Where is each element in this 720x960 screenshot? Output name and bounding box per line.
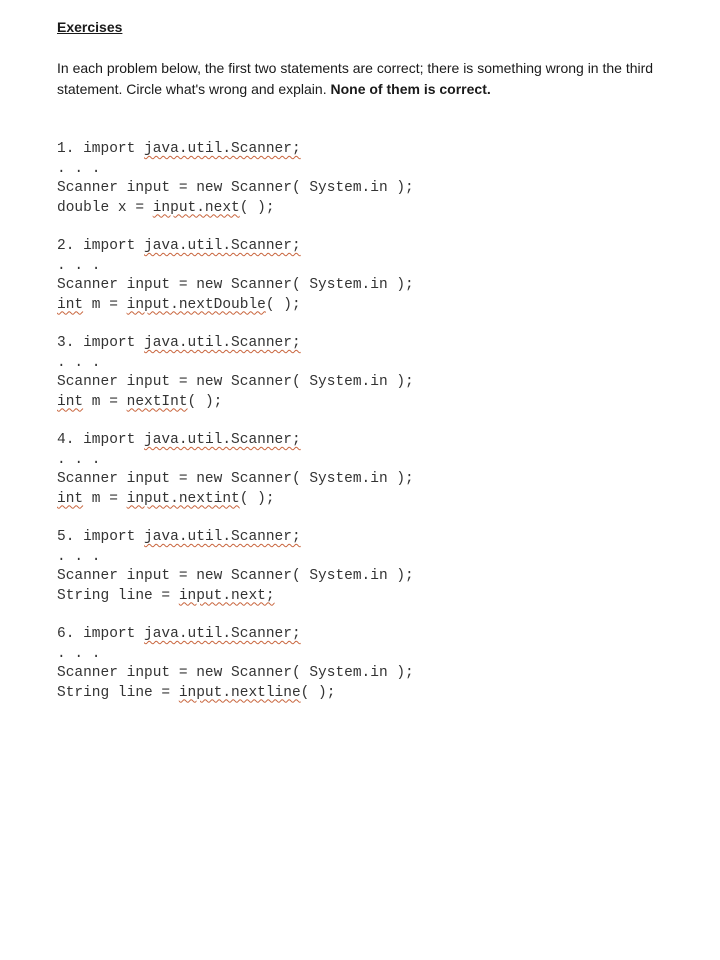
statement-prefix: String line =	[57, 684, 179, 701]
ellipsis-line: . . .	[57, 451, 101, 468]
statement-error: input.nextDouble	[126, 296, 266, 313]
import-keyword: import	[83, 238, 136, 254]
instructions	[57, 58, 707, 100]
scanner-line: Scanner input = new Scanner( System.in );	[57, 665, 414, 681]
problem-3	[57, 334, 707, 412]
import-keyword: import	[83, 529, 136, 545]
import-target: java.util.Scanner;	[144, 141, 301, 157]
statement-prefix: double x =	[57, 199, 153, 216]
document-page	[57, 17, 707, 722]
import-line	[57, 237, 707, 257]
statement-prefix: m =	[83, 490, 127, 507]
ellipsis-line: . . .	[57, 354, 101, 371]
third-statement	[57, 490, 707, 510]
import-target: java.util.Scanner;	[144, 529, 301, 545]
statement-suffix: ( );	[187, 393, 223, 410]
ellipsis-line: . . .	[57, 548, 101, 565]
statement-prefix: m =	[83, 296, 127, 313]
instructions-emphasis: None of them is correct.	[330, 81, 491, 97]
problem-6	[57, 625, 707, 703]
statement-error: input.next;	[178, 587, 275, 604]
statement-suffix: ( );	[239, 199, 275, 216]
ellipsis-line: . . .	[57, 645, 101, 662]
problem-2	[57, 237, 707, 315]
third-statement	[57, 587, 707, 607]
statement-error: input.nextint	[126, 490, 240, 507]
import-target: java.util.Scanner;	[144, 238, 301, 254]
scanner-line: Scanner input = new Scanner( System.in );	[57, 180, 414, 196]
statement-error: input.nextline	[178, 684, 301, 701]
statement-error: nextInt	[126, 393, 188, 410]
problem-5	[57, 528, 707, 606]
statement-prefix: m =	[83, 393, 127, 410]
problem-1	[57, 140, 707, 218]
statement-suffix: ( );	[265, 296, 301, 313]
problem-number: 5.	[57, 529, 75, 545]
scanner-line: Scanner input = new Scanner( System.in );	[57, 471, 414, 487]
type-keyword: int	[57, 296, 84, 313]
import-line	[57, 528, 707, 548]
scanner-line: Scanner input = new Scanner( System.in );	[57, 374, 414, 390]
problem-number: 6.	[57, 626, 75, 642]
ellipsis-line: . . .	[57, 160, 101, 177]
problem-number: 4.	[57, 432, 75, 448]
import-line	[57, 334, 707, 354]
type-keyword: int	[57, 393, 84, 410]
third-statement	[57, 684, 707, 704]
page-title: Exercises	[57, 19, 123, 35]
statement-error: input.next	[152, 199, 240, 216]
import-target: java.util.Scanner;	[144, 432, 301, 448]
problem-number: 1.	[57, 141, 75, 157]
import-target: java.util.Scanner;	[144, 626, 301, 642]
problem-number: 2.	[57, 238, 75, 254]
type-keyword: int	[57, 490, 84, 507]
import-target: java.util.Scanner;	[144, 335, 301, 351]
third-statement	[57, 393, 707, 413]
instructions-text: In each problem below, the first two statements are correct; there is something wrong in the third statement. Circle what's wrong and explain.	[57, 60, 654, 97]
statement-suffix: ( );	[300, 684, 336, 701]
problem-number: 3.	[57, 335, 75, 351]
import-keyword: import	[83, 335, 136, 351]
import-keyword: import	[83, 626, 136, 642]
import-keyword: import	[83, 432, 136, 448]
third-statement	[57, 296, 707, 316]
statement-prefix: String line =	[57, 587, 179, 604]
import-line	[57, 140, 707, 160]
import-keyword: import	[83, 141, 136, 157]
scanner-line: Scanner input = new Scanner( System.in );	[57, 568, 414, 584]
third-statement	[57, 199, 707, 219]
scanner-line: Scanner input = new Scanner( System.in );	[57, 277, 414, 293]
problem-list	[57, 140, 707, 703]
statement-suffix: ( );	[239, 490, 275, 507]
problem-4	[57, 431, 707, 509]
import-line	[57, 431, 707, 451]
import-line	[57, 625, 707, 645]
ellipsis-line: . . .	[57, 257, 101, 274]
